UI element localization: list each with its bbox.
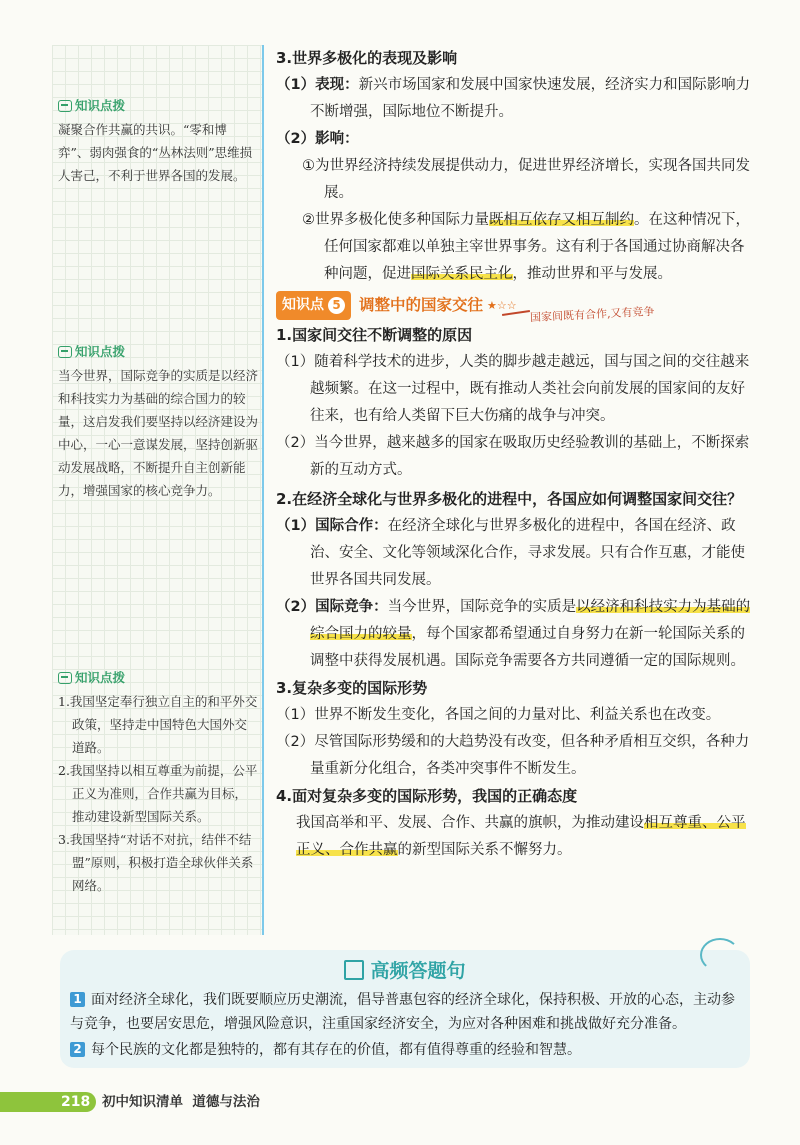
tip-item: 1.我国坚定奉行独立自主的和平外交政策，坚持走中国特色大国外交道路。 xyxy=(58,694,258,755)
box-title: 高频答题句 xyxy=(60,956,750,983)
column-divider xyxy=(262,45,264,935)
tip-icon xyxy=(58,100,72,112)
section-heading: 2.在经济全球化与世界多极化的进程中，各国应如何调整国家间交往？ xyxy=(276,490,743,508)
paragraph: （2）当今世界，越来越多的国家在吸取历史经验教训的基础上，不断探索新的互动方式。 xyxy=(276,435,750,478)
paragraph: （1）表现：新兴市场国家和发展中国家快速发展，经济实力和国际影响力不断增强，国际地位不断提升。 xyxy=(276,77,751,120)
page-number: 218 xyxy=(55,1092,96,1112)
knowledge-point-number: 5 xyxy=(328,297,345,314)
paragraph: （2）影响： xyxy=(276,131,359,147)
item-number: 1 xyxy=(70,992,85,1007)
section-heading: 3.世界多极化的表现及影响 xyxy=(276,49,458,67)
tip-item: 2.我国坚持以相互尊重为前提，公平正义为准则，合作共赢为目标，推动建设新型国际关系。 xyxy=(58,763,258,824)
section-heading: 3.复杂多变的国际形势 xyxy=(276,679,428,697)
answer-phrases-box xyxy=(60,950,750,1068)
checkbox-icon xyxy=(344,960,364,980)
decorative-swirl xyxy=(700,938,740,972)
difficulty-stars: ★☆☆ xyxy=(487,298,517,312)
tip-title: 知识点拨 xyxy=(75,670,126,685)
paragraph: 我国高举和平、发展、合作、共赢的旗帜，为推动建设相互尊重、公平正义、合作共赢的新型国际关系不懈努力。 xyxy=(296,815,746,858)
knowledge-tip-1 xyxy=(58,96,258,187)
highlight: 以经济和科技实力为基础的综合国力的较量 xyxy=(310,599,751,642)
tip-title: 知识点拨 xyxy=(75,344,126,359)
highlight: 国际关系民主化 xyxy=(411,266,513,282)
paragraph: （2）国际竞争：当今世界，国际竞争的实质是以经济和科技实力为基础的综合国力的较量，每个国家都希望通过自身努力在新一轮国际关系的调整中获得发展机遇。国际竞争需要各方共同遵循一定的国际规则。 xyxy=(276,599,751,669)
paragraph: （1）世界不断发生变化，各国之间的力量对比、利益关系也在改变。 xyxy=(276,707,721,723)
knowledge-tip-2 xyxy=(58,342,258,502)
knowledge-point-badge: 知识点 5 xyxy=(276,291,351,320)
paragraph: （1）随着科学技术的进步，人类的脚步越走越远，国与国之间的交往越来越频繁。在这一过程中，既有推动人类社会向前发展的国家间的友好往来，也有给人类留下巨大伤痛的战争与冲突。 xyxy=(276,354,750,424)
paragraph: ①为世界经济持续发展提供动力，促进世界经济增长，实现各国共同发展。 xyxy=(302,158,750,201)
highlight: 既相互依存又相互制约 xyxy=(489,212,634,228)
footer-title: 初中知识清单 道德与法治 xyxy=(102,1094,260,1110)
footer-bar xyxy=(0,1092,55,1112)
handwritten-note: 国家间既有合作,又有竞争 xyxy=(529,304,655,325)
knowledge-tip-3 xyxy=(58,668,258,897)
highlight: 相互尊重、公平正义、合作共赢 xyxy=(296,815,746,858)
main-content xyxy=(276,45,756,864)
tip-text: 凝聚合作共赢的共识。“零和博弈”、弱肉强食的“丛林法则”思维损人害己，不利于世界各国的发展。 xyxy=(58,122,253,183)
answer-item: 1 面对经济全球化，我们既要顺应历史潮流，倡导普惠包容的经济全球化，保持积极、开放的心态，主动参与竞争，也要居安思危，增强风险意识，注重国家经济安全，为应对各种困难和挑战做好充分准备。 xyxy=(70,992,735,1032)
tip-icon xyxy=(58,672,72,684)
paragraph: ②世界多极化使多种国际力量既相互依存又相互制约。在这种情况下，任何国家都难以单独主宰世界事务。这有利于各国通过协商解决各种问题，促进国际关系民主化，推动世界和平与发展。 xyxy=(302,212,750,282)
item-number: 2 xyxy=(70,1042,85,1057)
paragraph: （1）国际合作：在经济全球化与世界多极化的进程中，各国在经济、政治、安全、文化等领域深化合作，寻求发展。只有合作互惠，才能使世界各国共同发展。 xyxy=(276,518,745,588)
answer-item: 2 每个民族的文化都是独特的，都有其存在的价值，都有值得尊重的经验和智慧。 xyxy=(70,1038,740,1062)
tip-text: 当今世界，国际竞争的实质是以经济和科技实力为基础的综合国力的较量，这启发我们要坚持以经济建设为中心，一心一意谋发展，坚持创新驱动发展战略，不断提升自主创新能力，增强国家的核心竞争力。 xyxy=(58,368,259,498)
knowledge-point-header xyxy=(276,290,756,320)
section-heading: 1.国家间交往不断调整的原因 xyxy=(276,326,473,344)
knowledge-point-title: 调整中的国家交往 xyxy=(359,295,484,314)
tip-icon xyxy=(58,346,72,358)
paragraph: （2）尽管国际形势缓和的大趋势没有改变，但各种矛盾相互交织，各种力量重新分化组合，各类冲突事件不断发生。 xyxy=(276,734,750,777)
tip-title: 知识点拨 xyxy=(75,98,126,113)
section-heading: 4.面对复杂多变的国际形势，我国的正确态度 xyxy=(276,787,578,805)
tip-item: 3.我国坚持“对话不对抗，结伴不结盟”原则，积极打造全球伙伴关系网络。 xyxy=(58,832,254,893)
